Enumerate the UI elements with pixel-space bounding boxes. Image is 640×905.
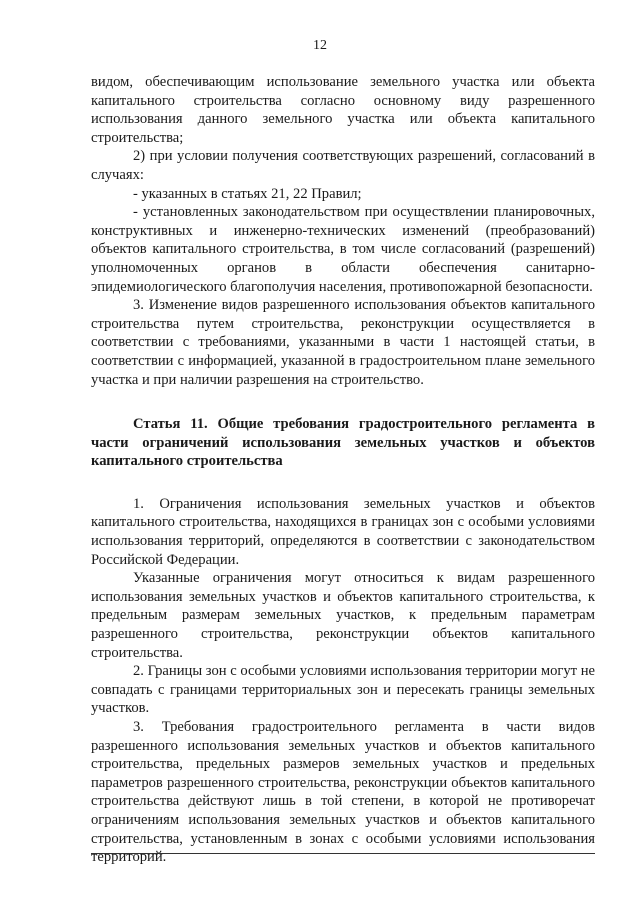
footer-divider xyxy=(91,853,595,854)
paragraph: 3. Изменение видов разрешенного использования объектов капитального строительства путем строительства, реконструкции осуществляется в соответствии с требованиями, указанными в части 1 настоящей статьи, в соответствии с информацией, указанной в градостроительном плане земельного участка и при наличии разрешения на строительство. xyxy=(91,297,595,388)
document-body xyxy=(91,73,595,867)
paragraph: 2. Границы зон с особыми условиями использования территории могут не совпадать с границами территориальных зон и пересекать границы земельных участков. xyxy=(91,663,595,717)
paragraph: 1. Ограничения использования земельных участков и объектов капитального строительства, находящихся в границах зон с особыми условиями использования территорий, определяются в соответствии с законодательством Российской Федерации. xyxy=(91,495,595,568)
page-number: 12 xyxy=(313,38,327,53)
list-item: - указанных в статьях 21, 22 Правил; xyxy=(133,185,362,202)
paragraph: видом, обеспечивающим использование земельного участка или объекта капитального строительства согласно основному виду разрешенного использования данного земельного участка или объекта капитального строительства; xyxy=(91,74,595,146)
list-item: - установленных законодательством при осуществлении планировочных, конструктивных и инженерно-технических изменений (преобразований) объектов капитального строительства, в том числе согласований (разрешений) уполномоченных органов в области обеспечения санитарно-эпидемиологического благополучия населения, противопожарной безопасности. xyxy=(91,204,595,295)
paragraph: 3. Требования градостроительного регламента в части видов разрешенного использования земельных участков и объектов капитального строительства, предельных размеров земельных участков и предельных параметров разрешенного строительства, реконструкции объектов капитального строительства действуют лишь в той степени, в которой не противоречат ограничениям использования земельных участков и объектов капитального строительства, установленным в зонах с особыми условиями использования территорий. xyxy=(91,719,595,866)
article-heading: Статья 11. Общие требования градостроительного регламента в части ограничений использования земельных участков и объектов капитального строительства xyxy=(91,416,595,470)
paragraph: Указанные ограничения могут относиться к видам разрешенного использования земельных участков и объектов капитального строительства, к предельным размерам земельных участков, к предельным параметрам разрешенного строительства, реконструкции объектов капитального строительства. xyxy=(91,570,595,661)
paragraph: 2) при условии получения соответствующих разрешений, согласований в случаях: xyxy=(91,148,595,183)
